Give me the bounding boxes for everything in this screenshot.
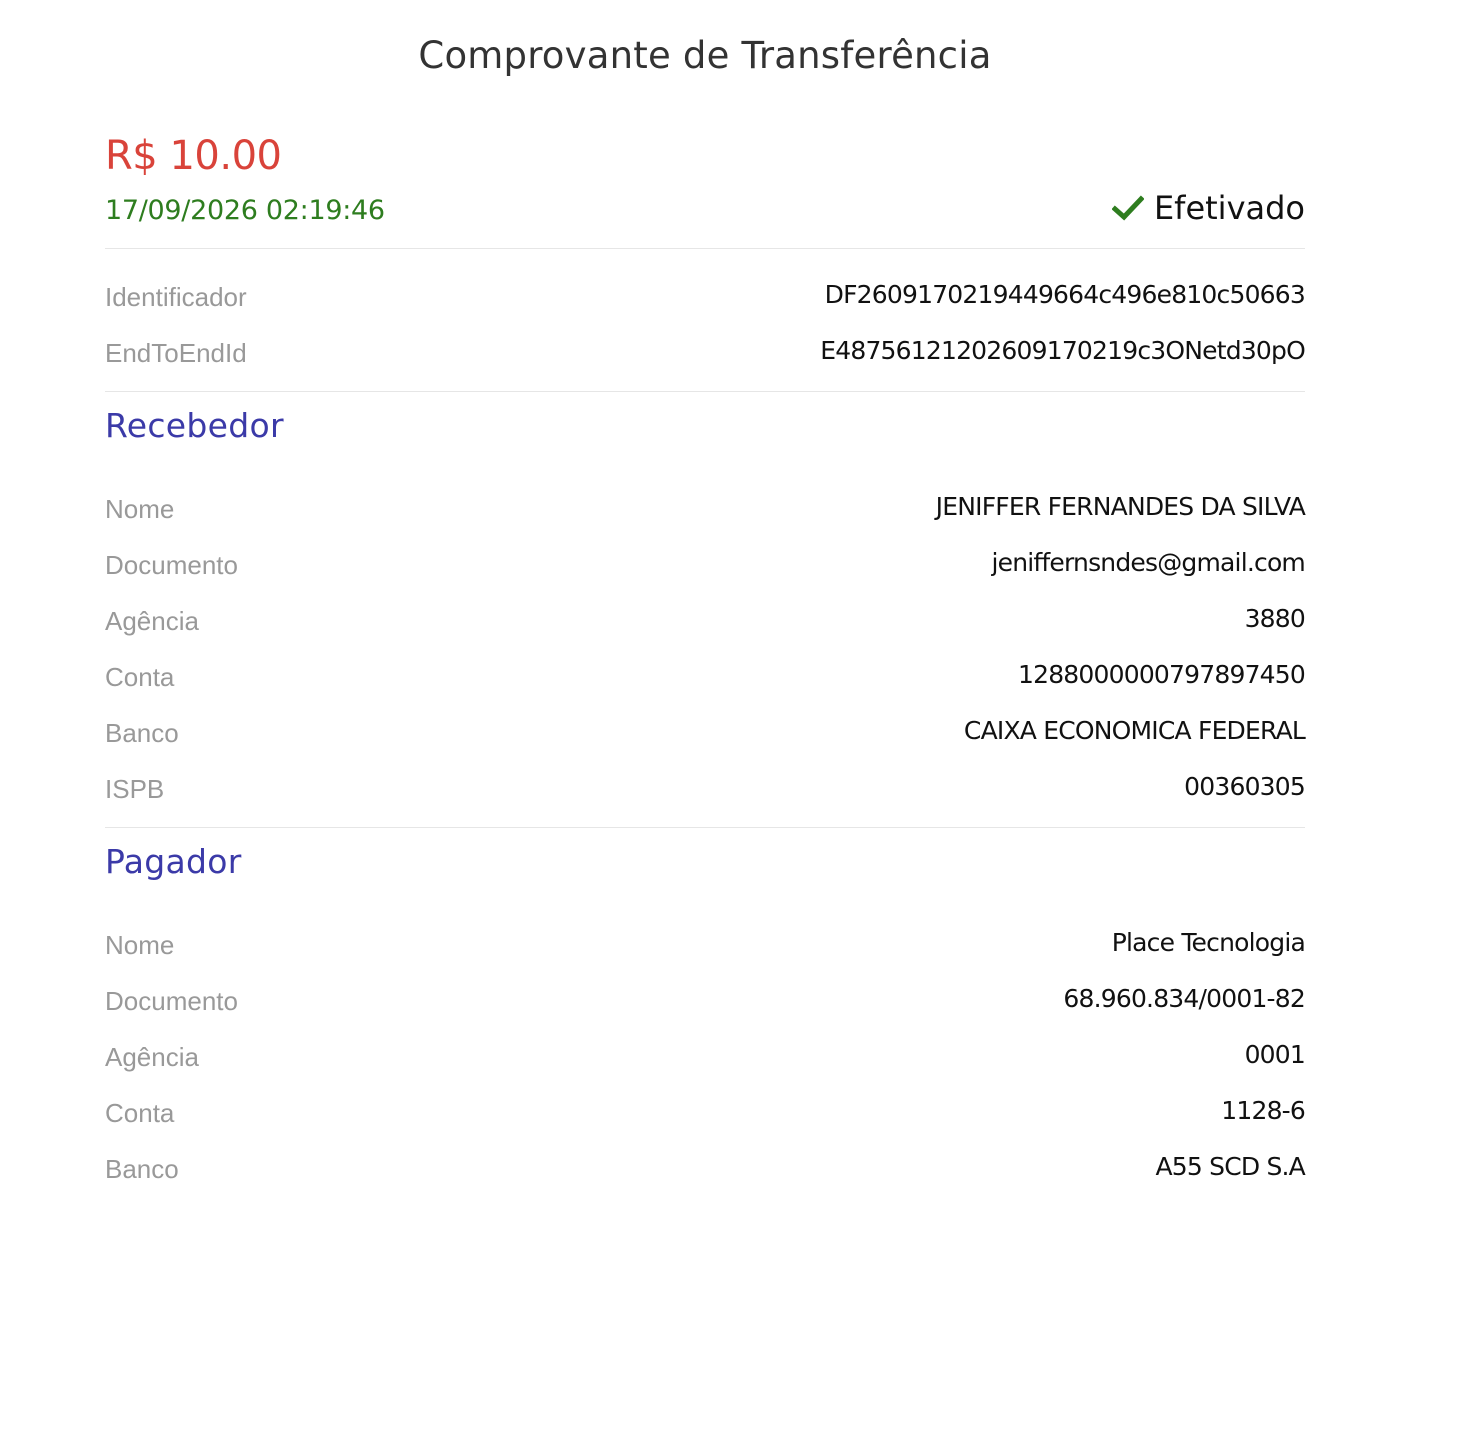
- field-value: 00360305: [1184, 772, 1305, 801]
- status-badge: [1112, 189, 1305, 227]
- field-value: 68.960.834/0001-82: [1063, 984, 1305, 1013]
- pagador-row-documento: [105, 978, 1305, 1018]
- recebedor-row-nome: [105, 486, 1305, 526]
- pagador-section-title: Pagador: [105, 842, 242, 881]
- divider: [105, 391, 1305, 392]
- field-value: CAIXA ECONOMICA FEDERAL: [963, 716, 1305, 745]
- field-label: Conta: [105, 1098, 175, 1128]
- pagador-row-conta: [105, 1090, 1305, 1130]
- identificador-row: [105, 274, 1305, 314]
- field-value: Place Tecnologia: [1111, 928, 1305, 957]
- transfer-datetime: 17/09/2026 02:19:46: [105, 195, 385, 226]
- transfer-amount: R$ 10.00: [105, 133, 282, 179]
- field-label: Nome: [105, 494, 175, 524]
- field-label: Documento: [105, 550, 238, 580]
- field-label: Nome: [105, 930, 175, 960]
- field-label: ISPB: [105, 774, 165, 804]
- identificador-label: Identificador: [105, 282, 247, 312]
- field-value: JENIFFER FERNANDES DA SILVA: [935, 492, 1305, 521]
- pagador-row-agencia: [105, 1034, 1305, 1074]
- field-value: jeniffernsndes@gmail.com: [991, 548, 1305, 577]
- pagador-row-banco: [105, 1146, 1305, 1186]
- page-title: Comprovante de Transferência: [418, 34, 992, 77]
- field-label: Banco: [105, 1154, 179, 1184]
- field-value: 3880: [1244, 604, 1305, 633]
- recebedor-section-title: Recebedor: [105, 406, 284, 445]
- recebedor-row-agencia: [105, 598, 1305, 638]
- recebedor-row-banco: [105, 710, 1305, 750]
- recebedor-row-ispb: [105, 766, 1305, 806]
- divider: [105, 248, 1305, 249]
- field-label: Banco: [105, 718, 179, 748]
- field-label: Documento: [105, 986, 238, 1016]
- field-value: 1128-6: [1221, 1096, 1305, 1125]
- identificador-value: DF2609170219449664c496e810c50663: [824, 280, 1305, 309]
- field-label: Agência: [105, 1042, 199, 1072]
- status-label: Efetivado: [1153, 189, 1305, 227]
- check-icon: [1112, 194, 1144, 222]
- pagador-row-nome: [105, 922, 1305, 962]
- recebedor-row-documento: [105, 542, 1305, 582]
- recebedor-row-conta: [105, 654, 1305, 694]
- field-label: Conta: [105, 662, 175, 692]
- field-value: 1288000000797897450: [1017, 660, 1305, 689]
- endtoend-label: EndToEndId: [105, 338, 247, 368]
- divider: [105, 827, 1305, 828]
- field-value: A55 SCD S.A: [1155, 1152, 1305, 1181]
- field-value: 0001: [1244, 1040, 1305, 1069]
- field-label: Agência: [105, 606, 199, 636]
- endtoend-value: E48756121202609170219c3ONetd30pO: [820, 336, 1305, 365]
- endtoend-row: [105, 330, 1305, 370]
